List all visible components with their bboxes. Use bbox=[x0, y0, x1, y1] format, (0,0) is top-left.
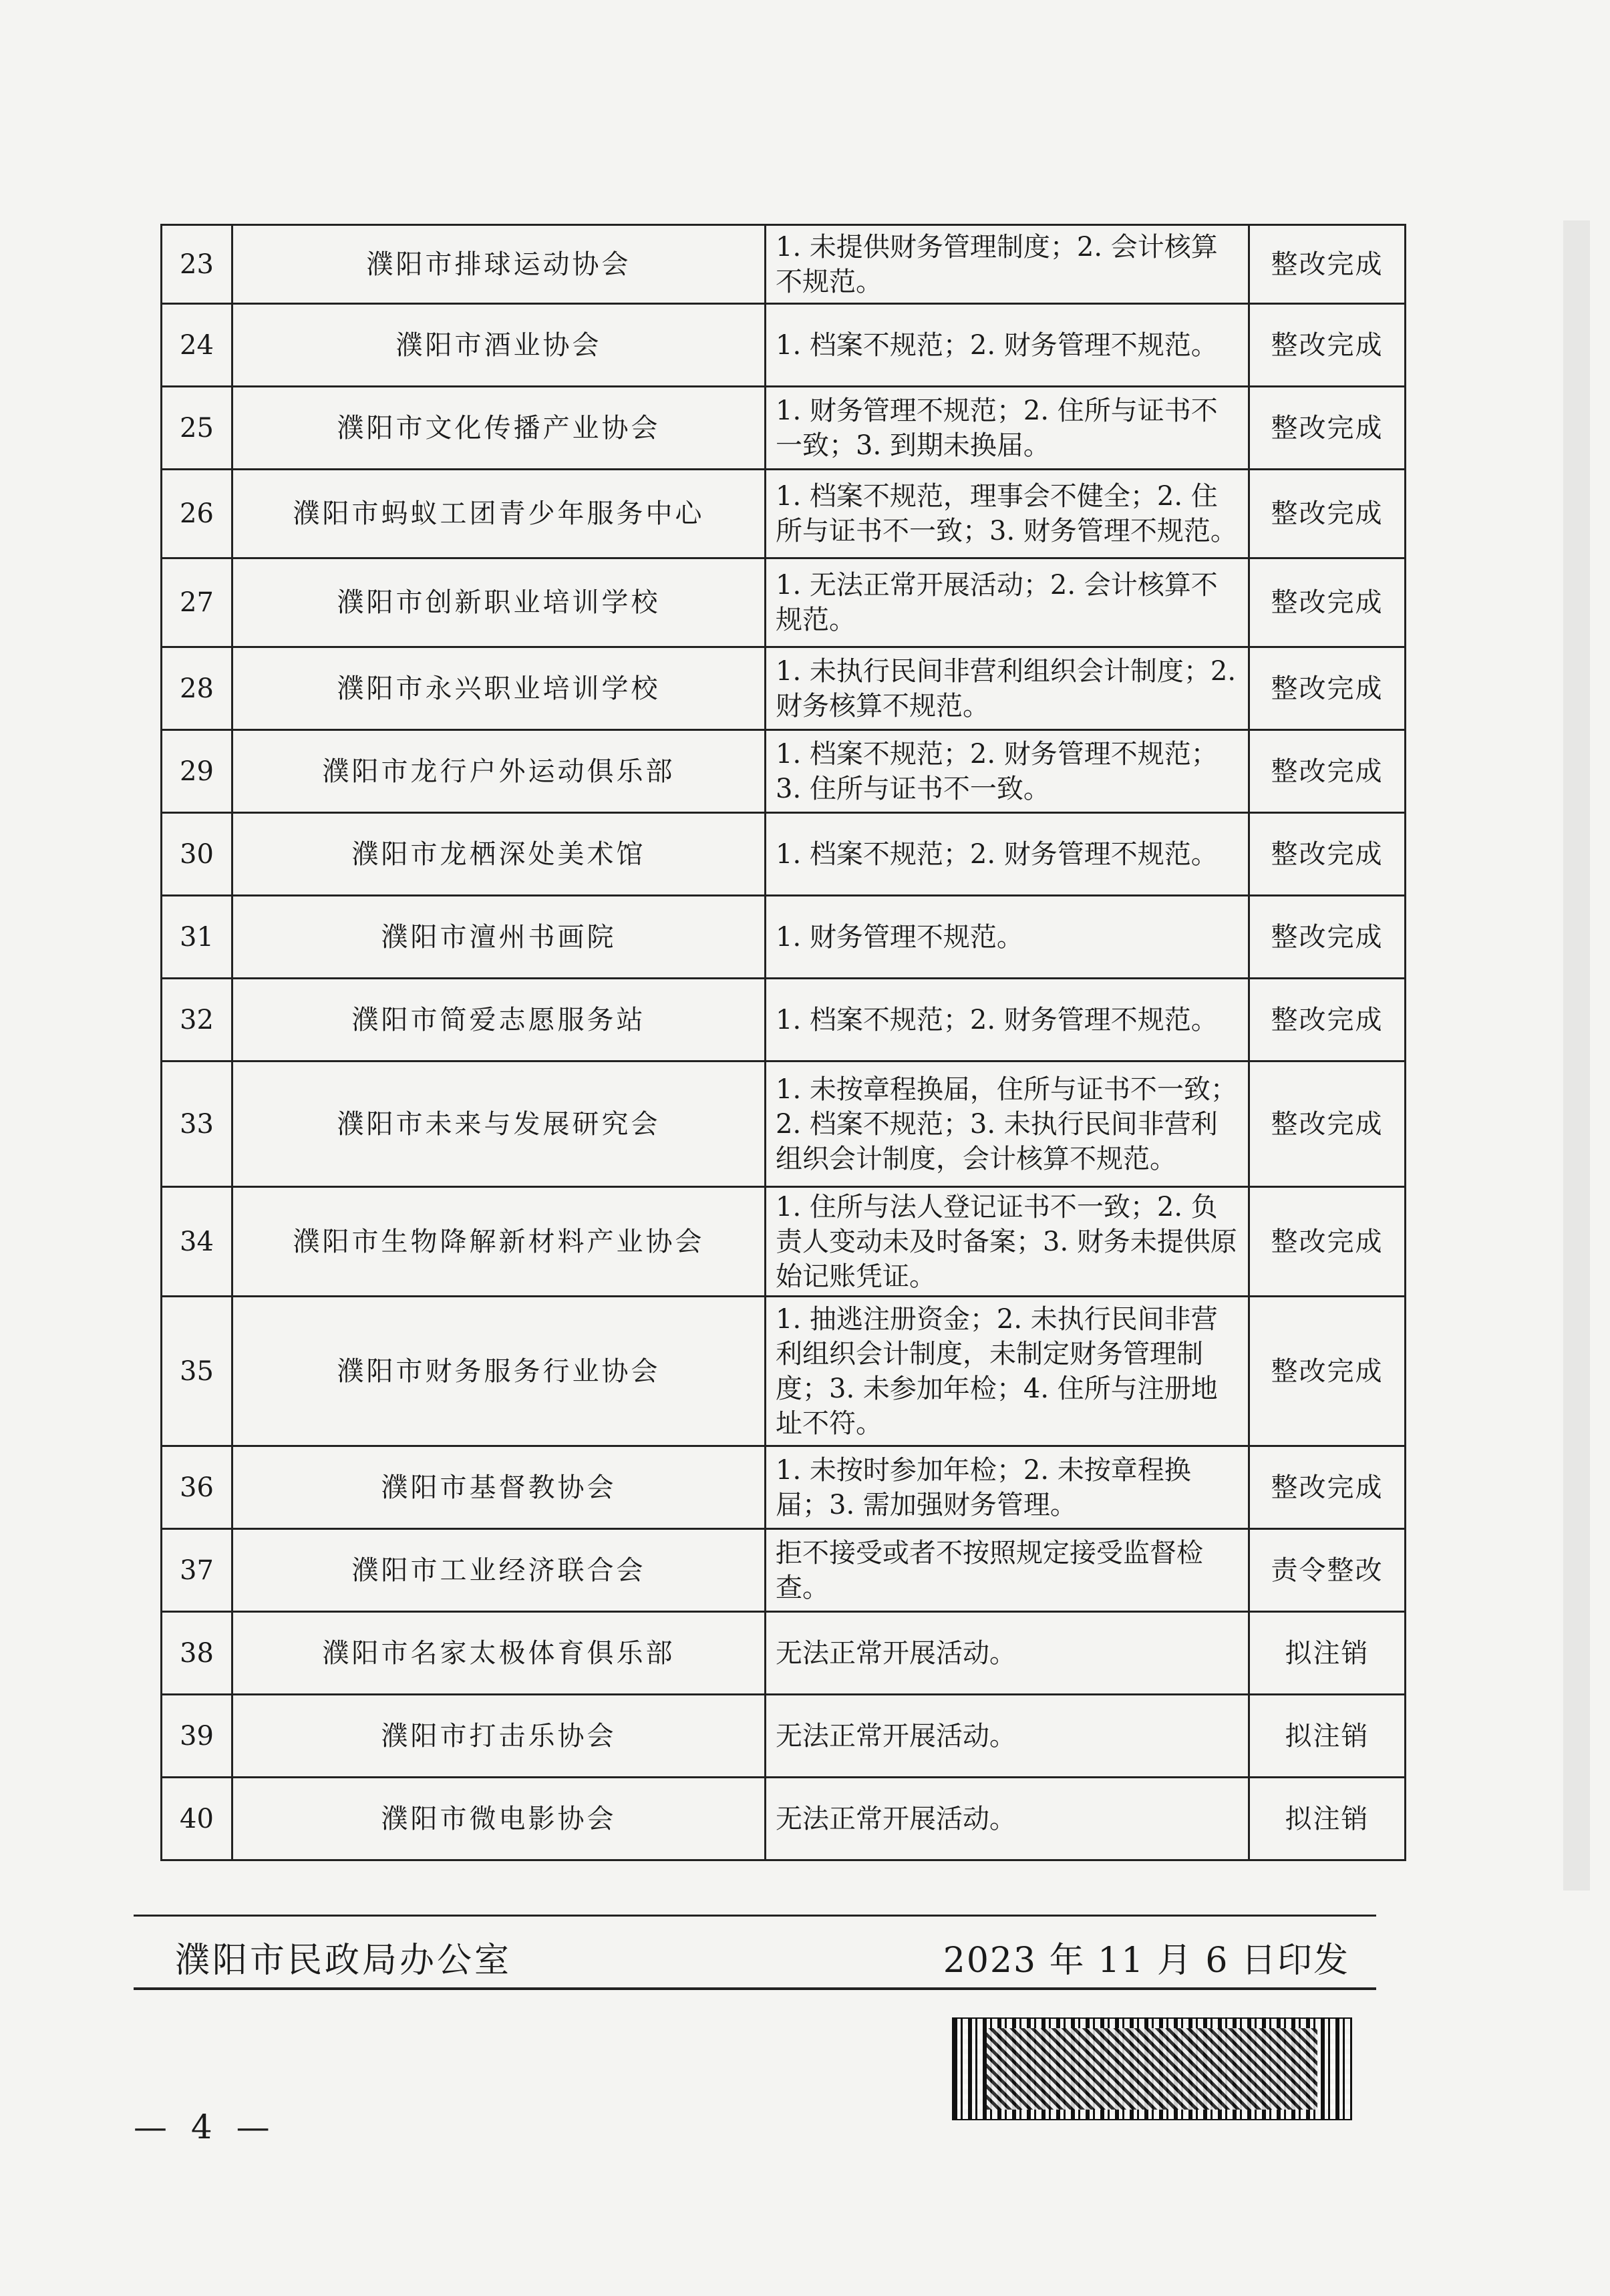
organization-name: 濮阳市工业经济联合会 bbox=[232, 1529, 766, 1612]
row-number: 33 bbox=[162, 1061, 232, 1187]
result-status: 拟注销 bbox=[1249, 1612, 1406, 1695]
result-status: 整改完成 bbox=[1249, 1061, 1406, 1187]
result-status: 整改完成 bbox=[1249, 896, 1406, 979]
issue-text: 1. 住所与法人登记证书不一致；2. 负责人变动未及时备案；3. 财务未提供原始记账凭证。 bbox=[766, 1187, 1249, 1297]
footer-bottom-rule bbox=[134, 1987, 1376, 1990]
row-number: 39 bbox=[162, 1695, 232, 1778]
result-status: 整改完成 bbox=[1249, 304, 1406, 387]
table-row bbox=[162, 225, 1406, 304]
result-status: 整改完成 bbox=[1249, 1187, 1406, 1297]
result-status: 整改完成 bbox=[1249, 1446, 1406, 1529]
table-row bbox=[162, 558, 1406, 647]
issue-text: 1. 未提供财务管理制度；2. 会计核算不规范。 bbox=[766, 225, 1249, 304]
issue-text: 1. 财务管理不规范；2. 住所与证书不一致；3. 到期未换届。 bbox=[766, 387, 1249, 470]
issuing-office: 濮阳市民政局办公室 bbox=[175, 1941, 512, 1981]
table-row bbox=[162, 730, 1406, 813]
result-status: 拟注销 bbox=[1249, 1778, 1406, 1860]
table-row bbox=[162, 1061, 1406, 1187]
row-number: 34 bbox=[162, 1187, 232, 1297]
show-through-shadow bbox=[1563, 220, 1590, 1891]
issue-text: 1. 抽逃注册资金；2. 未执行民间非营利组织会计制度，未制定财务管理制度；3. 未参加年检；4. 住所与注册地址不符。 bbox=[766, 1297, 1249, 1446]
result-status: 整改完成 bbox=[1249, 730, 1406, 813]
row-number: 25 bbox=[162, 387, 232, 470]
organization-name: 濮阳市基督教协会 bbox=[232, 1446, 766, 1529]
result-status: 整改完成 bbox=[1249, 647, 1406, 730]
organization-name: 濮阳市澶州书画院 bbox=[232, 896, 766, 979]
footer-top-rule bbox=[134, 1915, 1376, 1917]
organization-name: 濮阳市打击乐协会 bbox=[232, 1695, 766, 1778]
row-number: 29 bbox=[162, 730, 232, 813]
issue-date: 2023 年 11 月 6 日印发 bbox=[943, 1941, 1349, 1981]
table-row bbox=[162, 896, 1406, 979]
table-row bbox=[162, 304, 1406, 387]
row-number: 32 bbox=[162, 979, 232, 1061]
result-status: 整改完成 bbox=[1249, 470, 1406, 558]
issue-text: 1. 档案不规范；2. 财务管理不规范；3. 住所与证书不一致。 bbox=[766, 730, 1249, 813]
page-number: — 4 — bbox=[134, 2108, 277, 2146]
organization-name: 濮阳市蚂蚁工团青少年服务中心 bbox=[232, 470, 766, 558]
row-number: 28 bbox=[162, 647, 232, 730]
row-number: 31 bbox=[162, 896, 232, 979]
table-row bbox=[162, 1778, 1406, 1860]
result-status: 拟注销 bbox=[1249, 1695, 1406, 1778]
issue-text: 无法正常开展活动。 bbox=[766, 1612, 1249, 1695]
barcode-image bbox=[952, 2017, 1352, 2120]
result-status: 整改完成 bbox=[1249, 979, 1406, 1061]
result-status: 整改完成 bbox=[1249, 225, 1406, 304]
issue-text: 1. 档案不规范；2. 财务管理不规范。 bbox=[766, 979, 1249, 1061]
organization-name: 濮阳市生物降解新材料产业协会 bbox=[232, 1187, 766, 1297]
result-status: 整改完成 bbox=[1249, 558, 1406, 647]
table-row bbox=[162, 1612, 1406, 1695]
issue-text: 1. 档案不规范；2. 财务管理不规范。 bbox=[766, 304, 1249, 387]
row-number: 30 bbox=[162, 813, 232, 896]
organization-name: 濮阳市财务服务行业协会 bbox=[232, 1297, 766, 1446]
result-status: 整改完成 bbox=[1249, 387, 1406, 470]
organization-name: 濮阳市简爱志愿服务站 bbox=[232, 979, 766, 1061]
row-number: 36 bbox=[162, 1446, 232, 1529]
organization-name: 濮阳市未来与发展研究会 bbox=[232, 1061, 766, 1187]
organization-name: 濮阳市排球运动协会 bbox=[232, 225, 766, 304]
result-status: 整改完成 bbox=[1249, 813, 1406, 896]
barcode-data-pattern bbox=[987, 2028, 1317, 2110]
issue-text: 1. 未按章程换届，住所与证书不一致；2. 档案不规范；3. 未执行民间非营利组织会计制度，会计核算不规范。 bbox=[766, 1061, 1249, 1187]
result-status: 责令整改 bbox=[1249, 1529, 1406, 1612]
issue-text: 无法正常开展活动。 bbox=[766, 1778, 1249, 1860]
row-number: 40 bbox=[162, 1778, 232, 1860]
row-number: 35 bbox=[162, 1297, 232, 1446]
row-number: 38 bbox=[162, 1612, 232, 1695]
row-number: 26 bbox=[162, 470, 232, 558]
organization-name: 濮阳市微电影协会 bbox=[232, 1778, 766, 1860]
issue-text: 1. 无法正常开展活动；2. 会计核算不规范。 bbox=[766, 558, 1249, 647]
table-row bbox=[162, 813, 1406, 896]
table-row bbox=[162, 1297, 1406, 1446]
table-row bbox=[162, 979, 1406, 1061]
issue-text: 1. 财务管理不规范。 bbox=[766, 896, 1249, 979]
organization-name: 濮阳市创新职业培训学校 bbox=[232, 558, 766, 647]
organization-table bbox=[160, 224, 1406, 1861]
table-row bbox=[162, 387, 1406, 470]
organization-name: 濮阳市文化传播产业协会 bbox=[232, 387, 766, 470]
organization-name: 濮阳市酒业协会 bbox=[232, 304, 766, 387]
row-number: 27 bbox=[162, 558, 232, 647]
issue-text: 1. 档案不规范；2. 财务管理不规范。 bbox=[766, 813, 1249, 896]
issue-text: 无法正常开展活动。 bbox=[766, 1695, 1249, 1778]
table-row bbox=[162, 1529, 1406, 1612]
table-row bbox=[162, 1187, 1406, 1297]
row-number: 23 bbox=[162, 225, 232, 304]
organization-name: 濮阳市永兴职业培训学校 bbox=[232, 647, 766, 730]
row-number: 24 bbox=[162, 304, 232, 387]
organization-name: 濮阳市名家太极体育俱乐部 bbox=[232, 1612, 766, 1695]
organization-name: 濮阳市龙行户外运动俱乐部 bbox=[232, 730, 766, 813]
organization-name: 濮阳市龙栖深处美术馆 bbox=[232, 813, 766, 896]
issue-text: 拒不接受或者不按照规定接受监督检查。 bbox=[766, 1529, 1249, 1612]
issue-text: 1. 档案不规范，理事会不健全；2. 住所与证书不一致；3. 财务管理不规范。 bbox=[766, 470, 1249, 558]
issue-text: 1. 未执行民间非营利组织会计制度；2. 财务核算不规范。 bbox=[766, 647, 1249, 730]
table-row bbox=[162, 1446, 1406, 1529]
row-number: 37 bbox=[162, 1529, 232, 1612]
table-row bbox=[162, 470, 1406, 558]
result-status: 整改完成 bbox=[1249, 1297, 1406, 1446]
issue-text: 1. 未按时参加年检；2. 未按章程换届；3. 需加强财务管理。 bbox=[766, 1446, 1249, 1529]
table-row bbox=[162, 1695, 1406, 1778]
table-row bbox=[162, 647, 1406, 730]
